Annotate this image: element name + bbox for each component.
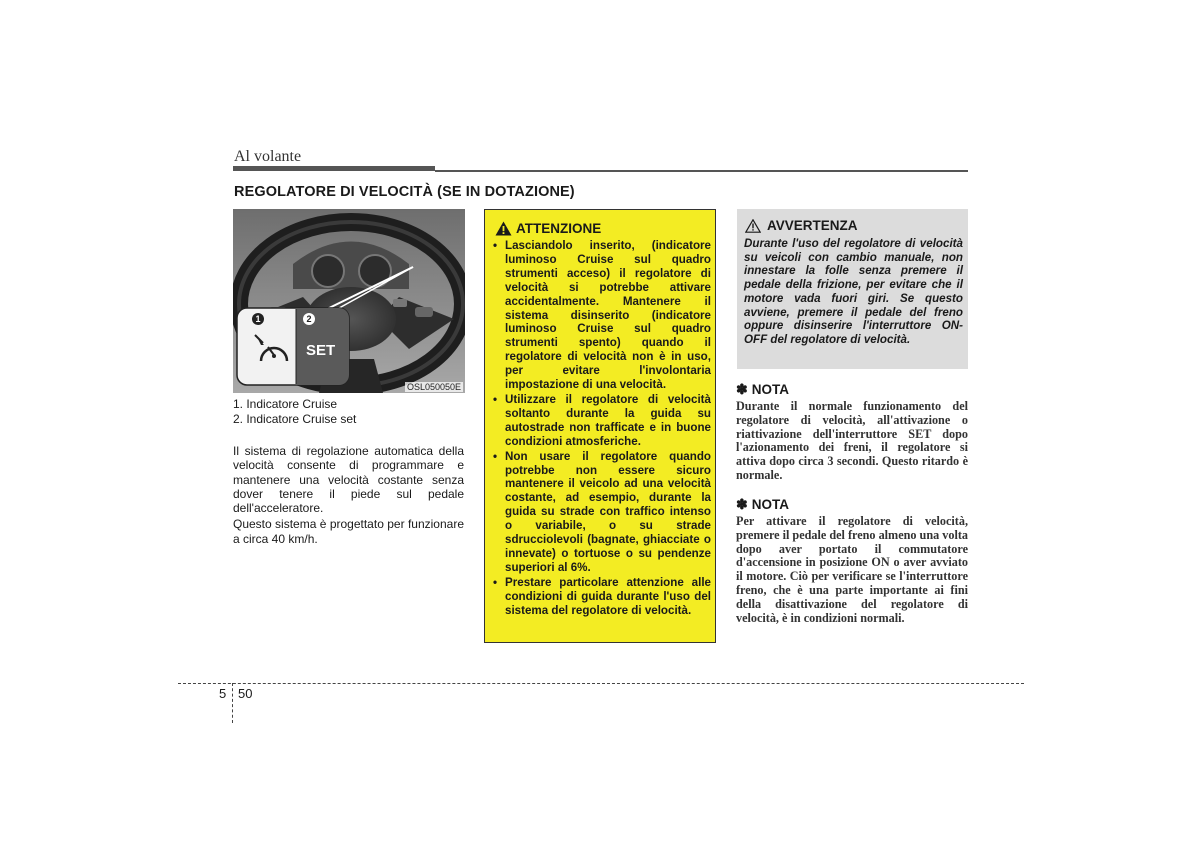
warning-item: • Prestare particolare attenzione alle condizioni di guida durante l'uso del sistema del regolatore di velocità.: [491, 576, 711, 618]
note-title: NOTA: [751, 382, 789, 397]
callout-2: 2: [303, 313, 315, 325]
chapter-number: 5: [219, 686, 227, 701]
body-paragraph: Questo sistema è progettato per funzionare a circa 40 km/h.: [233, 517, 464, 546]
page-heading: REGOLATORE DI VELOCITÀ (SE IN DOTAZIONE): [234, 184, 575, 200]
caption-item: 2. Indicatore Cruise set: [233, 412, 357, 426]
steering-wheel-figure: [233, 209, 465, 393]
caution-text: Durante l'uso del regolatore di velocità su veicoli con cambio manuale, non innestare la folle senza premere il pedale della frizione, per evitare che il motore vada fuori giri. Se questo avviene, premere il pedale del freno oppure disinserire l'interruttore ON-OFF del regolatore di velocità.: [744, 237, 963, 346]
footer-divider: [232, 683, 233, 723]
note-header: [736, 381, 968, 398]
set-indicator: SET: [306, 342, 336, 359]
warning-title: ATTENZIONE: [516, 221, 602, 236]
caution-icon: [745, 219, 761, 233]
caption-list: [233, 397, 356, 427]
note-header: [736, 496, 968, 513]
note-1: [736, 381, 968, 483]
section-title: Al volante: [234, 148, 302, 165]
note-2: [736, 496, 968, 625]
warning-header: [495, 221, 601, 236]
warning-item: • Non usare il regolatore quando potrebbe non essere sicuro mantenere il veicolo ad una velocità costante, ad esempio, durante la guida su strade con traffico intenso o variabile, o su strade sdrucciolevoli (bagnate, ghiacciate o innevate) o tortuose o su pendenze superiori al 6%.: [491, 450, 711, 575]
page-number: 50: [238, 686, 253, 701]
caption-item: 1. Indicatore Cruise: [233, 397, 338, 411]
callout-1: 1: [252, 313, 264, 325]
warning-item: • Lasciandolo inserito, (indicatore luminoso Cruise sul quadro strumenti acceso) il regolatore di velocità si potrebbe attivare accidentalmente. Mantenere il sistema disinserito (indicatore luminoso Cruise sul quadro strumenti spento) quando il regolatore di velocità non è in uso, per evitare l'involontaria impostazione di una velocità.: [491, 239, 711, 392]
body-paragraph: Il sistema di regolazione automatica della velocità consente di programmare e mantenere una velocità costante senza dover tenere il piede sul pedale dell'acceleratore.: [233, 444, 464, 516]
note-text: Durante il normale funzionamento del regolatore di velocità, all'attivazione o riattivazione dell'interruttore SET dopo l'azionamento dei freni, il regolatore si attiva dopo circa 3 secondi. Questo ritardo è normale.: [736, 399, 968, 482]
steering-wheel-illustration: [233, 209, 465, 393]
figure-code: OSL050050E: [406, 382, 461, 392]
body-text: [233, 444, 464, 548]
warning-list: [491, 239, 711, 618]
caution-header: [745, 218, 858, 233]
note-star-icon: ✽: [736, 381, 748, 397]
footer-rule: [178, 683, 1024, 684]
caution-title: AVVERTENZA: [767, 218, 858, 233]
warning-box: [484, 209, 716, 643]
header-rule: [435, 170, 968, 172]
caution-box: [737, 209, 968, 369]
warning-item: • Utilizzare il regolatore di velocità soltanto durante la guida su autostrade non trafficate e in buone condizioni atmosferiche.: [491, 393, 711, 449]
note-title: NOTA: [751, 497, 789, 512]
header-bar: [233, 166, 435, 171]
note-star-icon: ✽: [736, 496, 748, 512]
warning-icon: [495, 221, 512, 236]
note-text: Per attivare il regolatore di velocità, premere il pedale del freno almeno una volta dopo aver portato il commutatore d'accensione in posizione ON o aver avviato il motore. Ciò per verificare se l'interruttore freno, che è una parte importante ai fini della disattivazione del regolatore di velocità, è in condizioni normali.: [736, 514, 968, 625]
